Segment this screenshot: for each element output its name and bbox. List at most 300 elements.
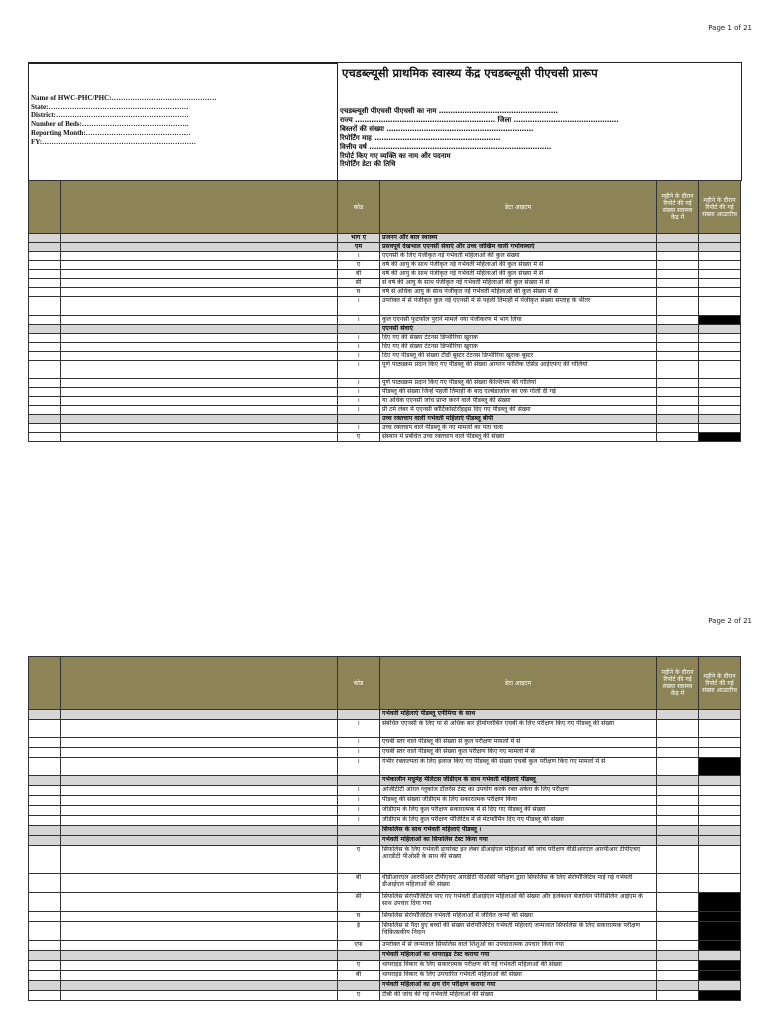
row-blank bbox=[29, 297, 61, 316]
row-code: ई bbox=[338, 922, 380, 941]
table-row bbox=[29, 961, 741, 971]
row-blank bbox=[61, 971, 338, 981]
outreach-value-cell[interactable] bbox=[699, 738, 741, 748]
row-data-item: से वर्ष की आयु के साथ पंजीकृत नई गर्भवती महिलाओं की कुल संख्या में से bbox=[380, 279, 657, 288]
row-data-item: ओजीटीटी ओरल ग्लूकोज टॉलरेंस टेस्ट का उपयोग करके रक्त शर्करा के लिए परीक्षण bbox=[380, 786, 657, 796]
row-blank bbox=[61, 352, 338, 361]
row-blank bbox=[29, 912, 61, 922]
row-code: । bbox=[338, 720, 380, 738]
table-row bbox=[29, 433, 741, 442]
row-blank bbox=[61, 893, 338, 912]
section-row bbox=[29, 776, 741, 786]
data-table-page1 bbox=[28, 180, 741, 442]
outreach-value-cell[interactable] bbox=[699, 720, 741, 738]
row-code: । bbox=[338, 806, 380, 816]
field-hi-report-date[interactable]: रिपोर्टिंग डेटा की तिथि bbox=[340, 160, 396, 169]
row-blank bbox=[61, 433, 338, 442]
facility-value-cell[interactable] bbox=[657, 334, 699, 343]
outreach-value-cell bbox=[699, 971, 741, 981]
row-blank bbox=[61, 922, 338, 941]
facility-value-cell[interactable] bbox=[657, 406, 699, 415]
row-data-item: या अधिक एएनसी जांच प्राप्त करने वाले पीडब्लू की संख्या bbox=[380, 397, 657, 406]
row-data-item: सिफलिस के लिए गर्भवती डायरेक्ट इन लेबर डीआईएल महिलाओं की जांच परीक्षण वीडीआरएल आरपीआर टीपीएचए आरडीटी पीओसी के साथ की संख्या bbox=[380, 846, 657, 874]
facility-value-cell[interactable] bbox=[657, 352, 699, 361]
outreach-value-cell bbox=[699, 912, 741, 922]
row-blank bbox=[29, 971, 61, 981]
facility-value-cell bbox=[657, 710, 699, 720]
row-data-item: सिफलिस सेरोपॉजिटिव गर्भवती महिलाओं में जीवित जन्मों की संख्या bbox=[380, 912, 657, 922]
row-data-item: टीबी की जांच की गई गर्भवती महिलाओं की संख्या bbox=[380, 991, 657, 1001]
row-code: । bbox=[338, 748, 380, 758]
row-blank bbox=[61, 991, 338, 1001]
row-data-item: उच्च रक्तचाप वाली गर्भवती महिलाएं पीडब्लू बीपी bbox=[380, 415, 657, 424]
facility-value-cell bbox=[657, 826, 699, 836]
header-blank bbox=[29, 181, 61, 234]
row-code: । bbox=[338, 297, 380, 316]
row-blank bbox=[61, 846, 338, 874]
facility-value-cell[interactable] bbox=[657, 941, 699, 951]
row-blank bbox=[29, 316, 61, 325]
outreach-value-cell bbox=[699, 316, 741, 325]
field-hi-name[interactable]: एचडब्ल्यूसी पीएचसी पीएचसी का नाम …………………………………………… bbox=[340, 107, 558, 115]
outreach-value-cell bbox=[699, 951, 741, 961]
outreach-value-cell[interactable] bbox=[699, 796, 741, 806]
outreach-value-cell[interactable] bbox=[699, 270, 741, 279]
row-code: ए bbox=[338, 261, 380, 270]
row-blank bbox=[29, 816, 61, 826]
facility-value-cell[interactable] bbox=[657, 846, 699, 874]
facility-value-cell[interactable] bbox=[657, 961, 699, 971]
row-blank bbox=[29, 941, 61, 951]
table-row bbox=[29, 912, 741, 922]
row-data-item: दिए गए पीडब्लू की संख्या टीडी बूस्टर टेटनस डिप्थीरिया खुराक बूस्टर bbox=[380, 352, 657, 361]
row-data-item: सिफलिस सेरोपॉजिटिव पाए गए गर्भवती डीआईएल महिलाओं की संख्या और इंजेक्शन बेंजाथिन पेनिसिलिन आईएम के साथ उपचार दिया गया bbox=[380, 893, 657, 912]
facility-value-cell[interactable] bbox=[657, 397, 699, 406]
row-blank bbox=[61, 748, 338, 758]
row-blank bbox=[61, 836, 338, 846]
facility-value-cell[interactable] bbox=[657, 816, 699, 826]
facility-value-cell[interactable] bbox=[657, 252, 699, 261]
outreach-value-cell bbox=[699, 710, 741, 720]
facility-value-cell[interactable] bbox=[657, 288, 699, 297]
english-fields-panel bbox=[29, 63, 337, 182]
row-data-item: संबंधित एएनसी के लिए या से अधिक बार हीमोग्लोबिन एचबी के लिए परीक्षण किए गए पीडब्लू की संख्या bbox=[380, 720, 657, 738]
row-blank bbox=[29, 325, 61, 334]
outreach-value-cell bbox=[699, 776, 741, 786]
row-blank bbox=[29, 352, 61, 361]
facility-value-cell[interactable] bbox=[657, 261, 699, 270]
field-hi-reporter[interactable]: रिपोर्ट किए गए व्यक्ति का नाम और पदनाम bbox=[340, 151, 451, 160]
field-district[interactable]: District:………………………………………………… bbox=[31, 111, 189, 120]
header-code: कोड bbox=[338, 181, 380, 234]
facility-value-cell[interactable] bbox=[657, 316, 699, 325]
table-row bbox=[29, 352, 741, 361]
facility-value-cell bbox=[657, 776, 699, 786]
outreach-value-cell bbox=[699, 826, 741, 836]
row-blank bbox=[61, 288, 338, 297]
outreach-value-cell[interactable] bbox=[699, 352, 741, 361]
facility-value-cell[interactable] bbox=[657, 893, 699, 912]
facility-value-cell[interactable] bbox=[657, 379, 699, 388]
row-blank bbox=[61, 388, 338, 397]
row-blank bbox=[61, 270, 338, 279]
row-blank bbox=[29, 796, 61, 806]
facility-value-cell[interactable] bbox=[657, 343, 699, 352]
row-data-item: एचबी स्तर वाले पीडब्लू की संख्या से कुल परीक्षण मामलों में से bbox=[380, 738, 657, 748]
form-title: एचडब्ल्यूसी प्राथमिक स्वास्थ्य केंद्र एचडब्ल्यूसी पीएचसी प्रारूप bbox=[342, 66, 598, 80]
row-code: एफ bbox=[338, 941, 380, 951]
outreach-value-cell bbox=[699, 981, 741, 991]
row-data-item: एचबी स्तर वाले पीडब्लू की संख्या कुल परीक्षण किए गए मामलों में से bbox=[380, 748, 657, 758]
row-code: ए bbox=[338, 433, 380, 442]
table-row bbox=[29, 816, 741, 826]
row-blank bbox=[29, 786, 61, 796]
row-code: । bbox=[338, 361, 380, 379]
table-row bbox=[29, 758, 741, 776]
row-code: । bbox=[338, 379, 380, 388]
row-blank bbox=[29, 343, 61, 352]
facility-value-cell[interactable] bbox=[657, 758, 699, 776]
outreach-value-cell[interactable] bbox=[699, 361, 741, 379]
table-row bbox=[29, 261, 741, 270]
row-code: । bbox=[338, 388, 380, 397]
outreach-value-cell bbox=[699, 325, 741, 334]
row-blank bbox=[61, 981, 338, 991]
facility-value-cell bbox=[657, 415, 699, 424]
header-data-item: डेटा आइटम bbox=[380, 657, 657, 710]
table-row bbox=[29, 720, 741, 738]
page-number: Page 2 of 21 bbox=[708, 617, 752, 625]
row-data-item: वर्ष से अधिक आयु के साथ पंजीकृत नई गर्भवती महिलाओं की कुल संख्या में से bbox=[380, 288, 657, 297]
section-row bbox=[29, 234, 741, 243]
section-row bbox=[29, 826, 741, 836]
outreach-value-cell[interactable] bbox=[699, 786, 741, 796]
row-data-item: उच्च रक्तचाप वाले पीडब्लू के नए मामलों का पता चला bbox=[380, 424, 657, 433]
field-state[interactable]: State:…………………………………………………… bbox=[31, 102, 189, 111]
field-hi-month[interactable]: रिपोर्टिंग माह ……………………………………………… bbox=[340, 133, 501, 142]
row-blank bbox=[61, 279, 338, 288]
field-hi-beds[interactable]: बिस्तरों की संख्या ……………………………………………………… bbox=[340, 124, 534, 133]
row-data-item: प्री टर्म लेबर में एएनसी कॉर्टिकोस्टेरॉइड्स दिए गए पीडब्लू की संख्या bbox=[380, 406, 657, 415]
row-data-item: सिफलिस के साथ गर्भवती महिलाएं पीडब्लू । bbox=[380, 826, 657, 836]
table-row bbox=[29, 748, 741, 758]
row-data-item: गर्भवती महिलाओं का थायराइड टेस्ट कराया गया bbox=[380, 951, 657, 961]
row-code: । bbox=[338, 816, 380, 826]
row-code bbox=[338, 415, 380, 424]
row-blank bbox=[29, 710, 61, 720]
row-data-item: गंभीर रक्ताल्पता के लिए इलाज किए गए पीडब्लू की संख्या एचबी कुल परीक्षण किए गए मामलों में से bbox=[380, 758, 657, 776]
row-blank bbox=[61, 325, 338, 334]
facility-value-cell[interactable] bbox=[657, 433, 699, 442]
row-blank bbox=[61, 806, 338, 816]
row-blank bbox=[29, 252, 61, 261]
field-reporting-month[interactable]: Reporting Month:……………………………………… bbox=[31, 128, 191, 137]
table-row bbox=[29, 893, 741, 912]
row-blank bbox=[29, 720, 61, 738]
facility-value-cell[interactable] bbox=[657, 270, 699, 279]
table-row bbox=[29, 406, 741, 415]
field-fy[interactable]: FY:………………………………………………………… bbox=[31, 137, 197, 146]
section-row bbox=[29, 243, 741, 252]
row-code: भाग ए bbox=[338, 234, 380, 243]
field-hi-fy[interactable]: वित्तीय वर्ष …………………………………………………………………… bbox=[340, 142, 552, 151]
facility-value-cell[interactable] bbox=[657, 922, 699, 941]
row-data-item: सिफलिस से पैदा हुए बच्चों की संख्या सेरोपॉजिटिव गर्भवती महिलाएं जन्मजात सिफलिस के लिए सकारात्मक परीक्षण चिकित्सकीय निदान bbox=[380, 922, 657, 941]
facility-value-cell[interactable] bbox=[657, 388, 699, 397]
row-code: सी bbox=[338, 893, 380, 912]
hindi-fields-panel bbox=[337, 63, 742, 181]
outreach-value-cell[interactable] bbox=[699, 379, 741, 388]
row-blank bbox=[29, 406, 61, 415]
row-code bbox=[338, 981, 380, 991]
row-blank bbox=[29, 361, 61, 379]
row-blank bbox=[29, 234, 61, 243]
row-code: । bbox=[338, 424, 380, 433]
facility-value-cell bbox=[657, 951, 699, 961]
row-data-item: एएनसी के लिए पंजीकृत नई गर्भवती महिलाओं की कुल संख्या bbox=[380, 252, 657, 261]
row-blank bbox=[29, 738, 61, 748]
facility-value-cell[interactable] bbox=[657, 279, 699, 288]
row-data-item: पीडब्लू की संख्या जिन्हें पहली तिमाही के बाद एल्बेंडाजोल का एक गोली दी गई bbox=[380, 388, 657, 397]
row-code: ए bbox=[338, 846, 380, 874]
row-code bbox=[338, 776, 380, 786]
row-code: सी bbox=[338, 279, 380, 288]
table-row bbox=[29, 874, 741, 893]
section-row bbox=[29, 981, 741, 991]
row-code: एम bbox=[338, 243, 380, 252]
outreach-value-cell[interactable] bbox=[699, 288, 741, 297]
table-row bbox=[29, 288, 741, 297]
row-data-item: जीडीएम के लिए कुल परीक्षण सकारात्मक में से दिए गए पीडब्लू की संख्या bbox=[380, 806, 657, 816]
row-data-item: दिए गए की संख्या टेटनस डिप्थीरिया खुराक bbox=[380, 334, 657, 343]
outreach-value-cell bbox=[699, 893, 741, 912]
outreach-value-cell bbox=[699, 415, 741, 424]
facility-value-cell[interactable] bbox=[657, 991, 699, 1001]
row-blank bbox=[61, 816, 338, 826]
table-row bbox=[29, 971, 741, 981]
row-blank bbox=[29, 776, 61, 786]
section-row bbox=[29, 325, 741, 334]
header-facility: महीने के दौरान रिपोर्ट की गई संख्या स्वास्थ्य केंद्र में bbox=[657, 657, 699, 710]
table-row bbox=[29, 316, 741, 325]
row-data-item: दिए गए की संख्या टेटनस डिप्थीरिया खुराक bbox=[380, 343, 657, 352]
table-row bbox=[29, 388, 741, 397]
table-row bbox=[29, 379, 741, 388]
header-outreach: महीने के दौरान रिपोर्ट की गई संख्या आउटरीच bbox=[699, 657, 741, 710]
table-row bbox=[29, 397, 741, 406]
row-blank bbox=[29, 836, 61, 846]
row-data-item: वीडीआरएल आरपीआर टीपीएचए आरडीटी पीओसी परीक्षण द्वारा सिफलिस के लिए सेरोपॉजिटिव पाई गई गर्भवती डीआईएल महिलाओं की संख्या bbox=[380, 874, 657, 893]
section-row bbox=[29, 836, 741, 846]
table-row bbox=[29, 361, 741, 379]
outreach-value-cell[interactable] bbox=[699, 816, 741, 826]
row-data-item: एएनसी सेवाएं bbox=[380, 325, 657, 334]
data-table-page2 bbox=[28, 656, 741, 1001]
row-blank bbox=[29, 991, 61, 1001]
row-blank bbox=[29, 874, 61, 893]
table-header bbox=[29, 657, 741, 710]
table-row bbox=[29, 922, 741, 941]
table-row bbox=[29, 252, 741, 261]
outreach-value-cell[interactable] bbox=[699, 388, 741, 397]
row-blank bbox=[61, 796, 338, 806]
header-blank bbox=[61, 181, 338, 234]
row-blank bbox=[61, 252, 338, 261]
row-blank bbox=[29, 397, 61, 406]
row-blank bbox=[61, 912, 338, 922]
facility-value-cell[interactable] bbox=[657, 971, 699, 981]
row-blank bbox=[61, 297, 338, 316]
row-blank bbox=[61, 758, 338, 776]
facility-value-cell[interactable] bbox=[657, 806, 699, 816]
section-row bbox=[29, 415, 741, 424]
row-blank bbox=[29, 334, 61, 343]
row-blank bbox=[61, 243, 338, 252]
row-blank bbox=[29, 951, 61, 961]
outreach-value-cell bbox=[699, 433, 741, 442]
row-data-item: गर्भवती महिलाओं का सिफलिस टेस्ट किया गया bbox=[380, 836, 657, 846]
facility-value-cell bbox=[657, 243, 699, 252]
facility-value-cell bbox=[657, 836, 699, 846]
row-blank bbox=[29, 288, 61, 297]
row-code bbox=[338, 325, 380, 334]
row-code: । bbox=[338, 252, 380, 261]
row-code bbox=[338, 710, 380, 720]
facility-value-cell bbox=[657, 981, 699, 991]
row-blank bbox=[61, 406, 338, 415]
row-blank bbox=[29, 379, 61, 388]
facility-value-cell[interactable] bbox=[657, 738, 699, 748]
facility-value-cell[interactable] bbox=[657, 786, 699, 796]
facility-value-cell[interactable] bbox=[657, 796, 699, 806]
row-blank bbox=[29, 846, 61, 874]
row-data-item: थायराइड विकार के लिए सकारात्मक परीक्षण की गई गर्भवती महिलाओं की संख्या bbox=[380, 961, 657, 971]
row-data-item: पूर्ण पाठ्यक्रम प्रदान किए गए पीडब्लू की संख्या आयरन फोलिक एसिड आईएफए की गोलियां bbox=[380, 361, 657, 379]
facility-value-cell[interactable] bbox=[657, 297, 699, 316]
row-code bbox=[338, 836, 380, 846]
outreach-value-cell[interactable] bbox=[699, 279, 741, 288]
facility-value-cell[interactable] bbox=[657, 720, 699, 738]
form-header bbox=[28, 62, 742, 181]
outreach-value-cell bbox=[699, 758, 741, 776]
table-row bbox=[29, 270, 741, 279]
row-code bbox=[338, 826, 380, 836]
row-blank bbox=[61, 776, 338, 786]
row-blank bbox=[29, 893, 61, 912]
row-data-item: पीडब्लू की संख्या जीडीएम के लिए सकारात्मक परीक्षण किया bbox=[380, 796, 657, 806]
row-blank bbox=[61, 334, 338, 343]
row-blank bbox=[61, 424, 338, 433]
facility-value-cell[interactable] bbox=[657, 748, 699, 758]
outreach-value-cell[interactable] bbox=[699, 261, 741, 270]
row-data-item: संस्थान में प्रबंधित उच्च रक्तचाप वाले पीडब्लू की संख्या bbox=[380, 433, 657, 442]
facility-value-cell[interactable] bbox=[657, 361, 699, 379]
row-blank bbox=[29, 433, 61, 442]
header-blank bbox=[61, 657, 338, 710]
outreach-value-cell[interactable] bbox=[699, 806, 741, 816]
row-code: । bbox=[338, 397, 380, 406]
outreach-value-cell[interactable] bbox=[699, 406, 741, 415]
row-blank bbox=[29, 261, 61, 270]
row-code: । bbox=[338, 406, 380, 415]
outreach-value-cell[interactable] bbox=[699, 874, 741, 893]
row-blank bbox=[61, 738, 338, 748]
outreach-value-cell[interactable] bbox=[699, 748, 741, 758]
row-blank bbox=[61, 951, 338, 961]
row-blank bbox=[61, 941, 338, 951]
table-row bbox=[29, 424, 741, 433]
row-data-item: पूर्ण पाठ्यक्रम प्रदान किए गए पीडब्लू की संख्या कैल्शियम की गोलियां bbox=[380, 379, 657, 388]
table-row bbox=[29, 334, 741, 343]
english-fields bbox=[31, 94, 216, 146]
outreach-value-cell[interactable] bbox=[699, 424, 741, 433]
row-code: ए bbox=[338, 961, 380, 971]
row-blank bbox=[61, 316, 338, 325]
section-row bbox=[29, 710, 741, 720]
row-code: घ bbox=[338, 288, 380, 297]
facility-value-cell[interactable] bbox=[657, 874, 699, 893]
facility-value-cell[interactable] bbox=[657, 912, 699, 922]
outreach-value-cell[interactable] bbox=[699, 343, 741, 352]
field-hi-state-district[interactable]: राज्य …………………………………………………… जिला ……………………………………… bbox=[340, 115, 619, 124]
table-row bbox=[29, 991, 741, 1001]
outreach-value-cell[interactable] bbox=[699, 334, 741, 343]
row-code: घ bbox=[338, 912, 380, 922]
table-row bbox=[29, 297, 741, 316]
row-code: । bbox=[338, 738, 380, 748]
outreach-value-cell[interactable] bbox=[699, 397, 741, 406]
header-facility: महीने के दौरान रिपोर्ट की गई संख्या स्वास्थ्य केंद्र में bbox=[657, 181, 699, 234]
table-row bbox=[29, 796, 741, 806]
row-data-item: गर्भवती महिलाएं पीडब्लू एनीमिया के साथ bbox=[380, 710, 657, 720]
row-code: । bbox=[338, 796, 380, 806]
header-blank bbox=[29, 657, 61, 710]
field-hwc-name[interactable]: Name of HWC-PHC/PHC:……………………………………… bbox=[31, 94, 217, 102]
header-code: कोड bbox=[338, 657, 380, 710]
row-blank bbox=[29, 270, 61, 279]
table-row bbox=[29, 806, 741, 816]
row-blank bbox=[29, 424, 61, 433]
table-row bbox=[29, 786, 741, 796]
header-data-item: डेटा आइटम bbox=[380, 181, 657, 234]
outreach-value-cell bbox=[699, 941, 741, 951]
header-outreach: महीने के दौरान रिपोर्ट की गई संख्या आउटरीच bbox=[699, 181, 741, 234]
row-code: । bbox=[338, 316, 380, 325]
row-blank bbox=[29, 243, 61, 252]
outreach-value-cell[interactable] bbox=[699, 297, 741, 316]
row-blank bbox=[29, 922, 61, 941]
outreach-value-cell[interactable] bbox=[699, 252, 741, 261]
outreach-value-cell bbox=[699, 961, 741, 971]
row-data-item: प्रसवपूर्व देखभाल एएनसी सेवाएं और उच्च जोखिम वाली गर्भावस्थाएं bbox=[380, 243, 657, 252]
field-beds[interactable]: Number of Beds:………………………………………. bbox=[31, 120, 189, 129]
page-number: Page 1 of 21 bbox=[708, 24, 752, 32]
facility-value-cell[interactable] bbox=[657, 424, 699, 433]
outreach-value-cell bbox=[699, 234, 741, 243]
row-blank bbox=[61, 415, 338, 424]
row-blank bbox=[61, 874, 338, 893]
row-code: बी bbox=[338, 971, 380, 981]
facility-value-cell bbox=[657, 234, 699, 243]
row-blank bbox=[29, 826, 61, 836]
table-row bbox=[29, 279, 741, 288]
row-blank bbox=[29, 961, 61, 971]
outreach-value-cell bbox=[699, 922, 741, 941]
outreach-value-cell[interactable] bbox=[699, 846, 741, 874]
row-blank bbox=[29, 279, 61, 288]
table-row bbox=[29, 941, 741, 951]
row-blank bbox=[29, 981, 61, 991]
